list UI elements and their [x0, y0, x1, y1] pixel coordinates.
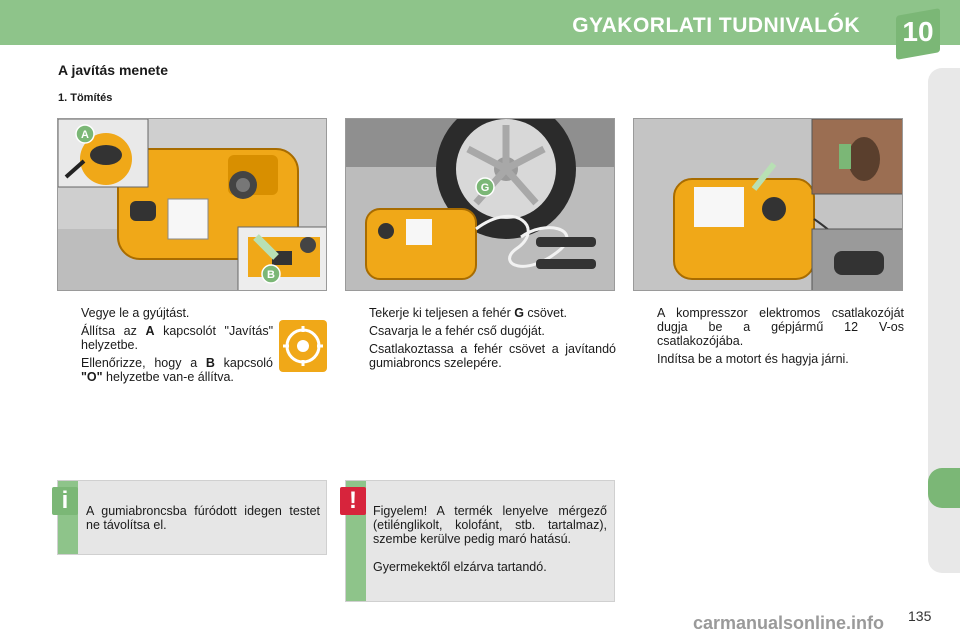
marker-b-label: B [267, 269, 275, 281]
switch-b-inset [238, 227, 327, 291]
marker-g-label: G [480, 182, 490, 194]
compressor-body [674, 164, 814, 279]
step-8-item: Indítsa be a motort és hagyja járni. [657, 352, 849, 366]
step-7-item: A kompresszor elektromos csatlakozóját dugja be a gépjármű 12 V-os csatlakozójába. [657, 306, 904, 348]
info-note-text: A gumiabroncsba fúródott idegen testet ne távolítsa el. [86, 504, 320, 532]
warning-icon: ! [340, 487, 366, 515]
steps-column-1 [58, 306, 273, 388]
side-chapter-marker[interactable] [928, 468, 960, 508]
marker-a-label: A [81, 129, 89, 141]
warning-note-text: Figyelem! A termék lenyelve mérgező (etilénglikolt, kolofánt, stb. tartalmaz), szembe kerülve pedig maró hatású. [373, 504, 607, 546]
repair-mode-icon [279, 320, 327, 372]
hose-cap-black [536, 237, 596, 247]
step-6-item: Csatlakoztassa a fehér csövet a javítandó gumiabroncs szelepére. [369, 342, 616, 370]
compressor-body [366, 209, 476, 279]
steps-column-2 [346, 306, 616, 374]
compressor-switch-photo [57, 118, 327, 291]
section-title: A javítás menete [58, 62, 168, 78]
step-3-item: Ellenőrizze, hogy a B kapcsoló "O" helyzetbe van-e állítva. [81, 356, 273, 384]
section-subtitle: 1. Tömítés [58, 92, 113, 104]
hose-cap-black-2 [536, 259, 596, 269]
key-inset [812, 229, 903, 291]
socket-inset [812, 119, 903, 194]
step-5-item: Csavarja le a fehér cső dugóját. [369, 324, 545, 338]
info-icon: i [52, 487, 78, 515]
switch-a-inset [58, 119, 148, 187]
page-header-title: GYAKORLATI TUDNIVALÓK [572, 14, 860, 37]
watermark: carmanualsonline.info [693, 613, 885, 633]
step-2-item: Állítsa az A kapcsolót "Javítás" helyzetbe. [81, 324, 274, 352]
step-1-item: Vegye le a gyújtást. [81, 306, 190, 320]
step-4-item: Tekerje ki teljesen a fehér G csövet. [369, 306, 568, 320]
page-number: 135 [908, 608, 932, 624]
steps-column-3 [634, 306, 904, 370]
warning-note-text-children: Gyermekektől elzárva tartandó. [373, 560, 547, 574]
chapter-number: 10 [902, 16, 934, 47]
hose-to-tyre-photo [345, 118, 615, 291]
power-socket-photo [633, 118, 903, 291]
